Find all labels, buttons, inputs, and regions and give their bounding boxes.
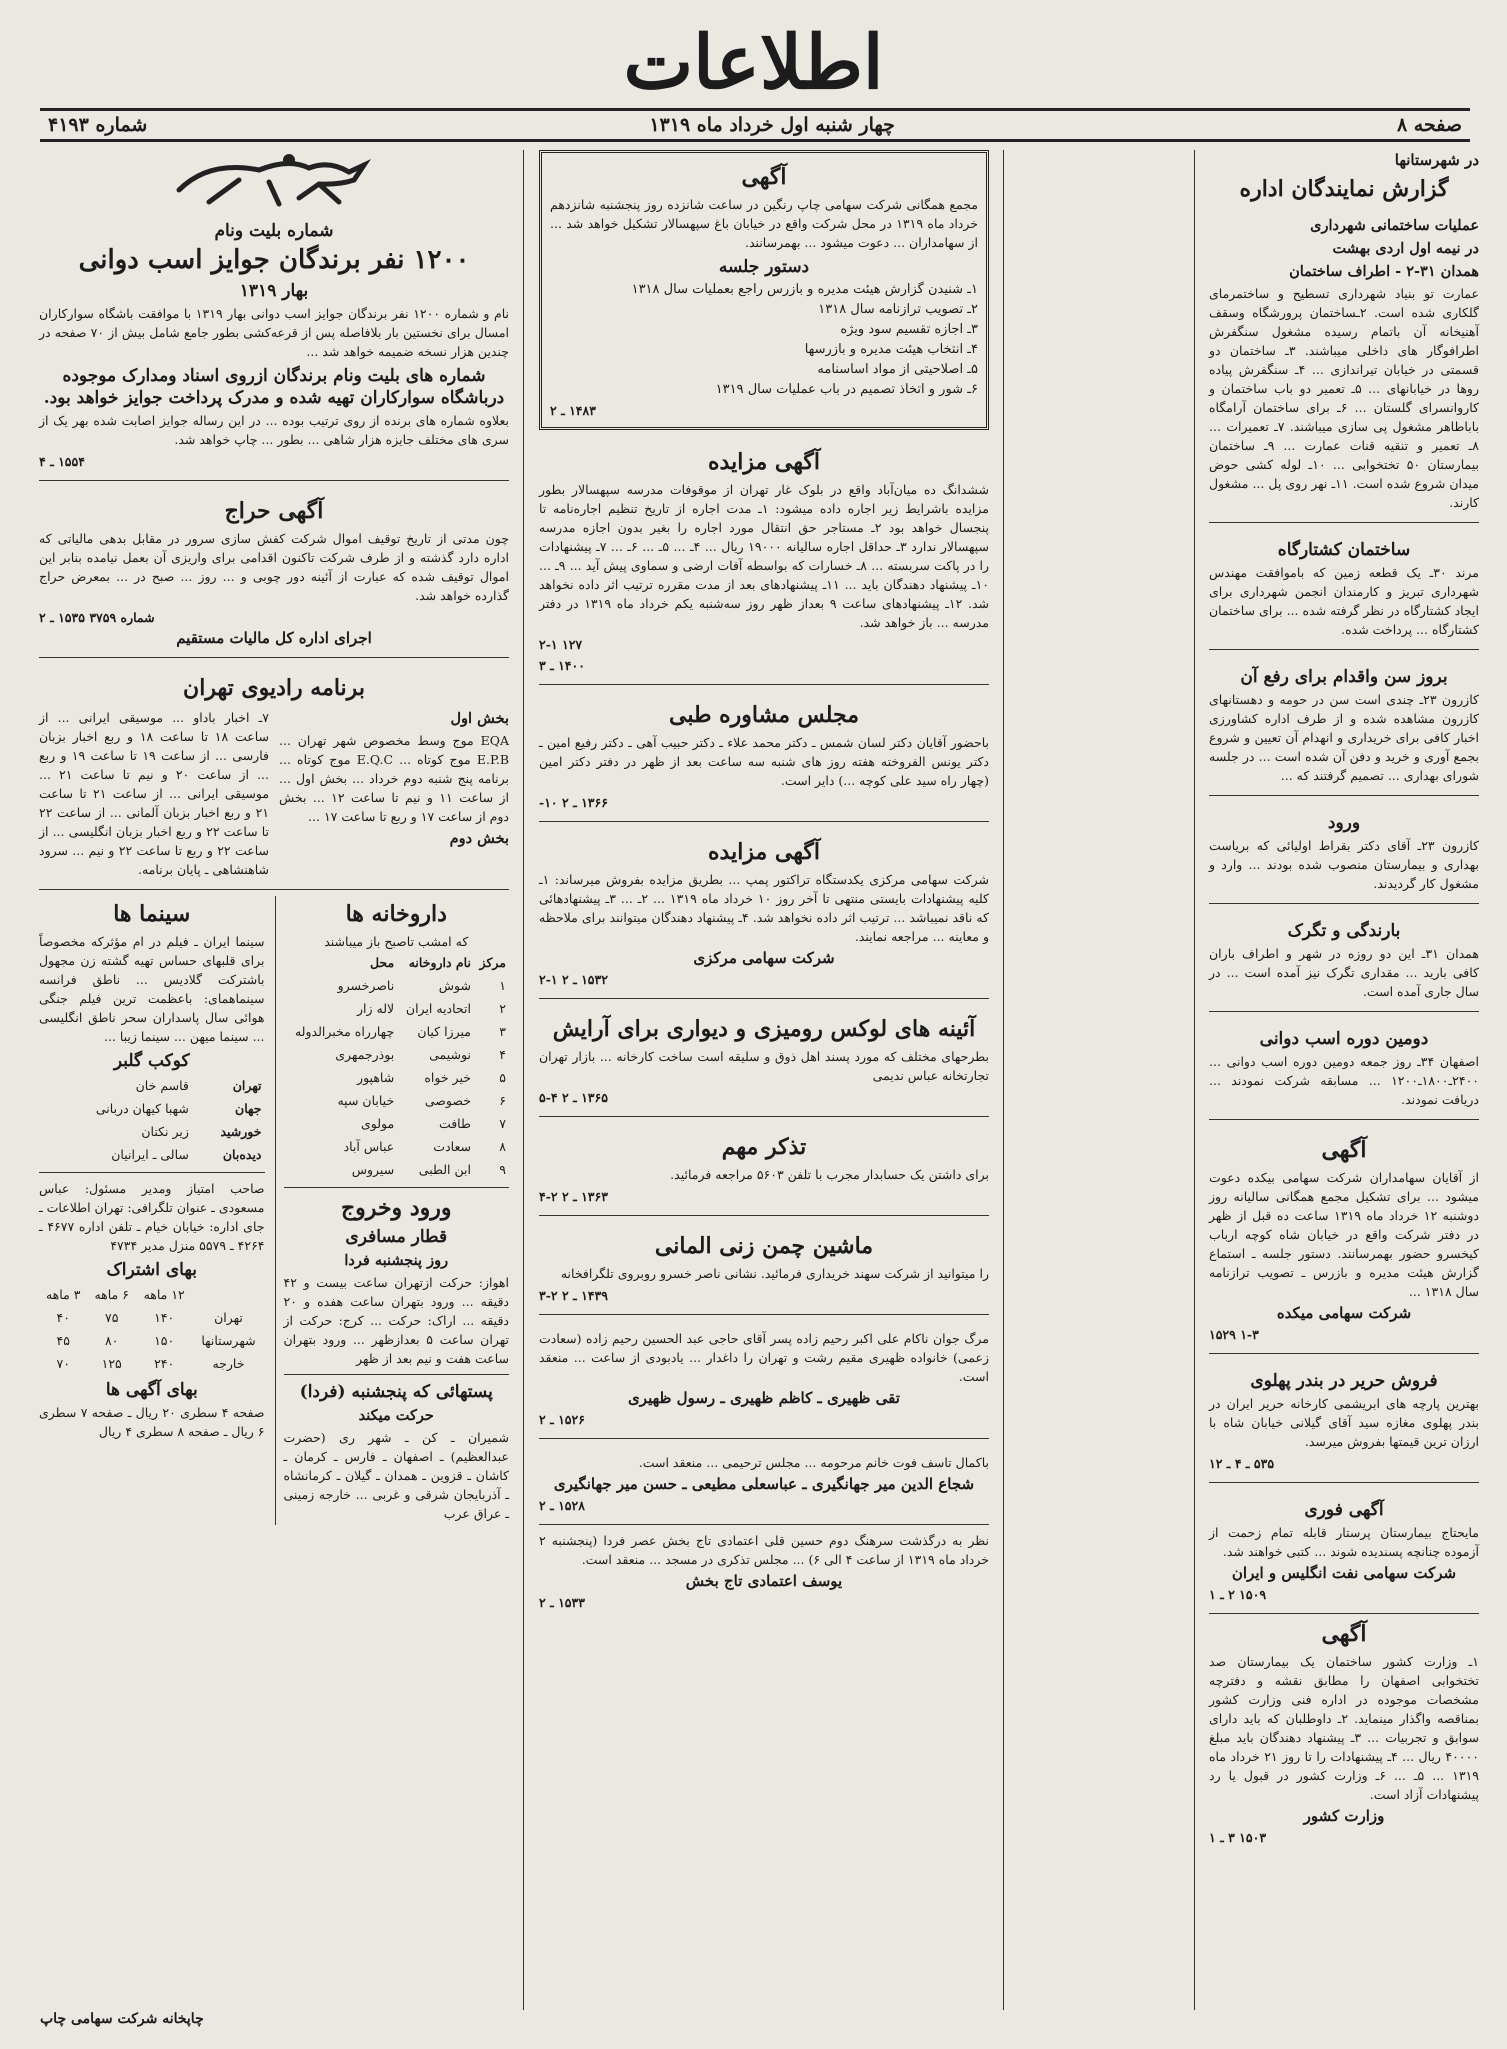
column-header: ۱۲ ماهه bbox=[143, 1287, 185, 1302]
ad-signature: شرکت سهامی نفت انگلیس و ایران bbox=[1231, 1564, 1457, 1582]
ad-signature: شرکت سهامی میکده bbox=[1276, 1304, 1412, 1322]
article-title: ورود bbox=[1327, 813, 1361, 833]
ad-title: آگهی bbox=[1321, 1621, 1367, 1647]
lottery-title: شماره بلیت ونام bbox=[214, 221, 334, 241]
cell: چهارراه مخبرالدوله bbox=[294, 1024, 395, 1039]
issue-date: چهار شنبه اول خرداد ماه ۱۳۱۹ bbox=[649, 114, 895, 136]
cell: مولوی bbox=[360, 1116, 395, 1131]
ad-body: باکمال تاسف فوت خانم مرحومه ... مجلس ترحیمی ... منعقد است. bbox=[638, 1455, 989, 1470]
table-row bbox=[284, 1112, 510, 1135]
cell: ۱۲۵ bbox=[101, 1356, 122, 1371]
cell: ۷۰ bbox=[56, 1356, 70, 1371]
agenda-item: ۱ـ شنیدن گزارش هیئت مدیره و بازرس راجع بعملیات سال ۱۳۱۸ bbox=[631, 282, 978, 297]
ad-auction-shoes bbox=[39, 487, 509, 658]
table-row bbox=[284, 974, 510, 997]
newspaper-title: اطلاعات bbox=[623, 20, 884, 106]
article-title: بارندگی و تگرک bbox=[1287, 921, 1401, 941]
cell: ۵ bbox=[499, 1070, 506, 1085]
agenda-item: ۴ـ انتخاب هیئت مدیره و بازرسها bbox=[804, 342, 978, 357]
divider bbox=[39, 1172, 265, 1173]
subscription-title: بهای اشتراک bbox=[106, 1260, 197, 1280]
ad-silk-sale bbox=[1209, 1360, 1479, 1483]
cell: خصوصی bbox=[424, 1093, 471, 1108]
ad-title: آگهی مزایده bbox=[708, 839, 820, 865]
ad-signature: شجاع الدین میر جهانگیری ـ عباسعلی مطیعی ـ حسن میر جهانگیری bbox=[553, 1475, 975, 1493]
ad-body: ششدانگ ده میان‌آباد واقع در بلوک غار تهران از موقوفات مدرسه سپهسالار بطور مزایده باشرایط زیر اجاره داده میشود: ۱ـ مدت اجاره از تاریخ تنظیم اجاره‌نامه تا پنجسال خواهد بود ۲ـ مستاجر حق انتقال مورد اجاره را بغیر بدون اجازه مدرسه سپهسالار ندارد ۳ـ حداقل اجاره سالیانه ۱۹۰۰۰ ریال ... ۴ـ ... ۵ـ ... ۶ـ ... ۷ـ پیشنهادات را در پاکت سربسته ... ۸ـ خسارات که بواسطه آفات ارضی و سماوی پیش آید ... ۹ـ ... ۱۰ـ پیشنهاد دهندگان باید ... ۱۱ـ پیشنهادهای بعد از مدت مقرره ترتیب اثر داده نخواهد شد. ۱۲ـ پیشنهادهای ساعت ۹ بعداز ظهر روز سه‌شنبه یکم خرداد ماه ۱۳۱۹ در دفتر مدرسه ... باز خواهد شد. bbox=[539, 482, 990, 630]
train-day: روز پنجشنبه فردا bbox=[344, 1252, 449, 1269]
table-row bbox=[39, 1120, 265, 1143]
ad-title: ماشین چمن زنی المانی bbox=[654, 1233, 874, 1259]
issue-number: شماره ۴۱۹۳ bbox=[48, 114, 148, 136]
lottery-headline: ۱۲۰۰ نفر برندگان جوایز اسب دوانی bbox=[78, 245, 470, 275]
ad-ref: ۱۴۸۳ ـ ۲ bbox=[550, 403, 596, 418]
article-municipal bbox=[1209, 207, 1479, 523]
ad-body: شرکت سهامی مرکزی یکدستگاه تراکتور پمپ ... بطریق مزایده بفروش میرساند: ۱ـ کلیه پیشنهادات بایستی منتهی تا آخر روز ۱۰ خرداد ماه ۱۳۱۹ ... ۲ـ ... ۳ـ پیشنهادهائی که ناقد نمیباشد ... ترتیب اثر داده نخواهد شد. ۴ـ پیشنهاد دهندگان میتوانند برای ملاحظه و معاینه ... مراجعه نمایند. bbox=[539, 872, 990, 944]
ad-body: باحضور آقایان دکتر لسان شمس ـ دکتر محمد علاء ـ دکتر حبیب آهی ـ دکتر رفیع امین ـ دکتر یونس الفروخته هفته روز های شنبه سه ساعت بعد از ظهر در دفتر دکتر امین (چهار راه سید علی کوچه ...) دایر است. bbox=[539, 735, 989, 788]
radio-program bbox=[39, 664, 509, 890]
ad-auction-tractor bbox=[539, 828, 989, 999]
ad-ref: ۱۵۲۸ ـ ۲ bbox=[539, 1498, 585, 1513]
cell: ۶ bbox=[499, 1093, 506, 1108]
column-rule bbox=[1194, 150, 1195, 2010]
ad-ref: ۱۴۰۰ ـ ۳ bbox=[539, 658, 585, 673]
cinema-body: سینما ایران ـ فیلم در ام مؤثرکه مخصوصاً برای قلبهای حساس تهیه گشته زن مجهول باشترکت گلادیس ... ناطق فرانسه سینماهمای: باعظمت ترین فیلم جنگی هوائی سال پاسداران سحر ناطق انگلیسی ... سینما میهن ... سینما زیبا ... bbox=[39, 934, 265, 1044]
ad-meeting-maykadeh bbox=[1209, 1126, 1479, 1354]
ad-ref: ۱۵۰۳ ۳ ـ ۱ bbox=[1209, 1830, 1267, 1845]
cell: ۲۴۰ bbox=[154, 1356, 175, 1371]
article-pest bbox=[1209, 656, 1479, 796]
ad-ref: ۵۳۵ ـ ۴ ـ ۱۲ bbox=[1209, 1456, 1275, 1471]
cell: ۸۰ bbox=[104, 1333, 119, 1348]
ad-title: آگهی bbox=[1321, 1137, 1367, 1163]
article-rain bbox=[1209, 910, 1479, 1012]
cell: سعادت bbox=[433, 1139, 471, 1154]
horse-race-icon bbox=[149, 150, 399, 210]
column-ads bbox=[529, 150, 999, 2010]
table-header bbox=[39, 1283, 265, 1306]
train-body: اهواز: حرکت ازتهران ساعت بیست و ۴۲ دقیقه ... ورود بتهران ساعت هفده و ۲۰ دقیقه ... اراک: حرکت ... کرج: حرکت از تهران ساعت ۵ بعدازظهر ... ورود بتهران ساعت هفت و نیم بعد از ظهر bbox=[283, 1275, 509, 1366]
article-slaughterhouse bbox=[1209, 529, 1479, 650]
bottom-split bbox=[39, 896, 509, 1525]
cell: خورشید bbox=[220, 1124, 262, 1139]
section-label: در شهرستانها bbox=[1394, 151, 1479, 169]
page-number: صفحه ۸ bbox=[1396, 114, 1462, 136]
cell: لاله زار bbox=[357, 1001, 395, 1016]
ad-signature: یوسف اعتمادی تاج بخش bbox=[685, 1572, 843, 1590]
ad-body: مرگ جوان ناکام علی اکبر رحیم زاده پسر آقای حاجی عبد الحسین رحیم زاده (سعادت زعمی) خانواده ظهیری مقیم رشت و تهران را داغدار ... یادبودی از ساعت ... منعقد است. bbox=[539, 1331, 989, 1384]
ad-title: آئینه های لوکس رومیزی و دیواری برای آرایش bbox=[552, 1016, 976, 1042]
article-title: عملیات ساختمانی شهرداری bbox=[1310, 217, 1479, 234]
post-subtitle: حرکت میکند bbox=[358, 1407, 434, 1424]
headline-reports: گزارش نمایندگان اداره bbox=[1239, 176, 1449, 202]
radio-body: EQA موج وسط مخصوص شهر تهران ... E.P.B موج کوتاه ... E.Q.C موج کوتاه ... برنامه پنج شنبه دوم خرداد ... بخش اول ... از ساعت ۱۱ و نیم تا ساعت ۱۲ ... بخش دوم از ساعت ۱۷ و ربع تا ساعت ۱۷ ... bbox=[279, 733, 510, 824]
cell: ناصرخسرو bbox=[337, 978, 395, 993]
column-header: نام داروخانه bbox=[408, 955, 471, 970]
ad-title: آگهی حراج bbox=[224, 498, 324, 524]
article-title: بروز سن واقدام برای رفع آن bbox=[1240, 667, 1448, 687]
table-row bbox=[284, 1089, 510, 1112]
cell: خیر خواه bbox=[424, 1070, 471, 1085]
cell: نوشیمی bbox=[429, 1047, 471, 1062]
radio-right-col bbox=[279, 706, 509, 881]
ad-body: از آقایان سهامداران شرکت سهامی بیکده دعوت میشود ... برای تشکیل مجمع همگانی سالیانه روز دوشنبه ۱۲ خرداد ماه ۱۳۱۹ ساعت ده قبل از ظهر در دفتر شرکت واقع در خیابان شاه کوچه ارباب کیخسرو حضور بهمرسانند. دستور جلسه ـ استماع گزارش هیئت مدیره و بازرس ـ تصویب ترازنامه سال ۱۳۱۸ ... bbox=[1209, 1170, 1480, 1299]
article-title: دومین دوره اسب دوانی bbox=[1259, 1029, 1429, 1049]
column-rule bbox=[523, 150, 524, 2010]
imprint: صاحب امتیاز ومدیر مسئول: عباس مسعودی ـ عنوان تلگرافی: تهران اطلاعات ـ جای اداره: خیابان خیام ـ تلفن اداره ۴۶۷۷ ـ ۴۲۶۴ ـ ۵۵۷۹ منزل مدیر ۴۷۳۴ bbox=[39, 1181, 265, 1253]
ad-title: مجلس مشاوره طبی bbox=[668, 702, 859, 728]
article-subtitle: در نیمه اول اردی بهشت bbox=[1332, 240, 1479, 257]
cell: ۳ bbox=[499, 1024, 506, 1039]
lottery-season: بهار ۱۳۱۹ bbox=[239, 281, 309, 301]
cell: خارجه bbox=[212, 1356, 245, 1371]
ad-ref: ۱۵۵۴ ـ ۴ bbox=[39, 454, 85, 469]
article-body: عمارت تو بنیاد شهرداری تسطیح و ساختمرمای گلکاری شده است. ۲ـساختمان پرورشگاه وسقف آهنیخانه آن باتمام رسیده مشغول سنگفرش اطرافوگار های داخلی میباشند. ۳ـ ساختمان دو قسمتی در خیابان تیراندازی ... ۴ـ سنگفرش پیاده روها در خیابانهای ... ۵ـ تعمیر دو باب ساختمان و کاروانسرای گلستان ... ۶ـ برای ساختمان آرامگاه باباطاهر مشغول پی سازی میباشند. ۷ـ تعمیرات ... ۸ـ تعمیر و تنقیه قنات عمارت ... ۹ـ ساختمان بیمارستان ۵۰ تختخوابی ... ۱۰ـ لوله کشی حوض میدان شروع شده است. ۱۱ـ نهر روی پل ... مشغول کارند. bbox=[1209, 286, 1480, 510]
radio-subheading: بخش اول bbox=[450, 710, 509, 727]
ad-ref: ۱۵۳۲ ـ ۲ ۱-۲ bbox=[539, 972, 608, 987]
ad-lawnmower bbox=[539, 1222, 989, 1315]
article-body: اصفهان ۳۴ـ روز جمعه دومین دوره اسب دوانی ... ۲۴۰۰ـ۱۸۰۰ـ۱۲۰۰ ... مسابقه شرکت نمودند ... دریافت نمودند. bbox=[1209, 1054, 1479, 1107]
lottery-subheading: شماره های بلیت ونام برندگان ازروی اسناد ومدارک موجوده درباشگاه سوارکاران تهیه شده و مدرک پرداخت جوایز خواهد بود. bbox=[43, 366, 505, 408]
divider bbox=[284, 1374, 510, 1375]
cell: ۲ bbox=[499, 1001, 506, 1016]
article-horserace bbox=[1209, 1018, 1479, 1120]
ad-ref: ۱۵۰۹ ۲ ـ ۱ bbox=[1209, 1587, 1267, 1602]
ad-body: نظر به درگذشت سرهنگ دوم حسین قلی اعتمادی تاج بخش عصر فردا (پنجشنبه ۲ خرداد ماه ۱۳۱۹ از ساعت ۴ الی ۶) ... مجلس تذکری در مسجد ... منعقد است. bbox=[539, 1533, 989, 1567]
ad-ref: ۱۳۶۳ ـ ۲ ۲-۴ bbox=[539, 1189, 608, 1204]
weather-title: کوکب گلبر bbox=[113, 1051, 190, 1071]
radio-body: ۷ـ اخبار باداو ... موسیقی ایرانی ... از ساعت ۱۸ تا ساعت ۱۸ و ربع اخبار بزبان فارسی ... از ساعت ۱۹ تا ساعت ۱۹ و ربع ... از ساعت ۲۰ و نیم تا ساعت ۲۱ ... موسیقی ایرانی ... از ساعت ۲۱ تا ساعت ۲۱ و ربع اخبار بزبان آلمانی ... از ساعت ۲۲ تا ساعت ۲۲ و ربع اخبار بزبان انگلیسی ... از ساعت ۲۲ و ربع تا ساعت ۲۲ و نیم ... سرود شاهنشاهی ـ پایان برنامه. bbox=[39, 710, 270, 877]
ad-auction-lease bbox=[539, 438, 989, 685]
ad-medical-council bbox=[539, 691, 989, 822]
ad-body: ۱ـ وزارت کشور ساختمان یک بیمارستان صد تختخوابی اصفهان را مطابق نقشه و دفترچه مشخصات موجوده در اداره فنی وزارت کشور بمناقصه واگذار مینماید. ۲ـ داوطلبان که باید دارای سوابق و تجربیات ... ۳ـ پیشنهاد دهندگان باید مبلغ ۴۰۰۰۰ ریال ... ۴ـ پیشنهادات را تا روز ۲۱ خرداد ماه ۱۳۱۹ ... ۵ـ ... ۶ـ وزارت کشور در قبول یا رد پیشنهادات آزاد است. bbox=[1209, 1654, 1480, 1802]
cell: دیده‌بان bbox=[222, 1147, 262, 1162]
table-row bbox=[284, 1158, 510, 1181]
ad-ref: ۱۵۳۳ ـ ۲ bbox=[539, 1595, 585, 1610]
cell: اتحادیه ایران bbox=[405, 1001, 471, 1016]
ad-ref: ۱-۳ ۱۵۲۹ bbox=[1209, 1327, 1259, 1342]
table-row bbox=[39, 1074, 265, 1097]
cell: ۷۵ bbox=[104, 1310, 119, 1325]
ad-body: بهترین پارچه های ابریشمی کارخانه حریر ایران در بندر پهلوی مغازه سید آقای گیلانی خیابان شاه با ارزان ترین قیمتها بفروش میرسد. bbox=[1209, 1396, 1479, 1449]
cell: جهان bbox=[235, 1101, 262, 1116]
post-title: پستهائی که پنجشنبه (فردا) bbox=[299, 1382, 493, 1402]
agenda-item: ۲ـ تصویب ترازنامه سال ۱۳۱۸ bbox=[818, 302, 978, 317]
pharmacy-intro: که امشب تاصبح باز میباشند bbox=[324, 934, 469, 949]
ad-signature: شرکت سهامی مرکزی bbox=[693, 949, 835, 967]
ad-important-notice bbox=[539, 1123, 989, 1216]
ad-prices-body: صفحه ۴ سطری ۲۰ ریال ـ صفحه ۷ سطری ۶ ریال ـ صفحه ۸ سطری ۴ ریال bbox=[39, 1405, 265, 1439]
cell: شوش bbox=[438, 978, 471, 993]
ad-body: بطرحهای مختلف که مورد پسند اهل ذوق و سلیقه است ساخت کارخانه ... بازار تهران تجارتخانه عباس ندیمی bbox=[539, 1049, 989, 1083]
radio-columns bbox=[39, 706, 509, 881]
cell: ۱۴۰ bbox=[154, 1310, 175, 1325]
ad-ministry-tender bbox=[1209, 1620, 1479, 1848]
table-header bbox=[284, 951, 510, 974]
table-row bbox=[39, 1329, 265, 1352]
ad-body: برای داشتن یک حسابدار مجرب با تلفن ۵۶۰۳ مراجعه فرمائید. bbox=[670, 1167, 989, 1182]
table-row bbox=[284, 1043, 510, 1066]
article-body: مرند ۳۰ـ یک قطعه زمین که باموافقت مهندس شهرداری تبریز و کارمندان انجمن شهرداری برای ایجاد کشتارگاه در نظر گرفته شده ... برای ساختمان کشتارگاه ... پرداخت شده. bbox=[1209, 565, 1479, 637]
ad-signature: تقی ظهیری ـ کاظم ظهیری ـ رسول ظهیری bbox=[628, 1389, 900, 1407]
ad-title: تذکر مهم bbox=[721, 1134, 807, 1160]
printer-credit: چاپخانه شرکت سهامی چاپ bbox=[40, 2011, 204, 2027]
radio-left-col bbox=[39, 706, 269, 881]
column-continued bbox=[1009, 150, 1189, 2010]
article-body: کازرون ۲۳ـ آقای دکتر بقراط اولیائی که بریاست بهداری و بیمارستان منصوب شده بودند ... وارد و مشغول کار گردیدند. bbox=[1209, 838, 1479, 891]
ad-body: را میتوانید از شرکت سهند خریداری فرمائید. نشانی ناصر خسرو روبروی تلگرافخانه bbox=[560, 1266, 989, 1281]
cell: بوذرجمهری bbox=[335, 1047, 395, 1062]
cell: میرزا کیان bbox=[417, 1024, 471, 1039]
ad-title: فروش حریر در بندر پهلوی bbox=[1250, 1371, 1438, 1391]
ad-obituary-mirjahangiri bbox=[539, 1445, 989, 1525]
agenda-item: ۶ـ شور و اتخاذ تصمیم در باب عملیات سال ۱۳۱۹ bbox=[715, 382, 978, 397]
table-row bbox=[39, 1352, 265, 1375]
column-header: مرکز bbox=[479, 955, 506, 970]
table-row bbox=[284, 1135, 510, 1158]
masthead bbox=[0, 18, 1507, 108]
agenda-title: دستور جلسه bbox=[718, 257, 810, 277]
cinema-weather-subs bbox=[39, 896, 265, 1525]
column-header: ۳ ماهه bbox=[45, 1287, 81, 1302]
cell: خیابان سپه bbox=[337, 1093, 395, 1108]
ad-prices-title: بهای آگهی ها bbox=[105, 1380, 198, 1400]
cell bbox=[192, 1283, 264, 1306]
lottery-announcement bbox=[39, 210, 509, 481]
table-row bbox=[284, 1020, 510, 1043]
pharmacy-train-post bbox=[275, 896, 510, 1525]
cell: ۴ bbox=[499, 1047, 506, 1062]
article-body: کازرون ۲۳ـ چندی است سن در حومه و دهستانهای کازرون مشاهده شده و از طرف اداره کشاورزی اخبار کافی برای خریداری و انهدام آن تعیین و شروع بجمع آوری و خرید و دفن آن شده است ... در جلسه شورای بهداری ... تصمیم گرفتند که ... bbox=[1209, 692, 1479, 783]
train-title: ورود وخروج bbox=[340, 1195, 452, 1221]
table-row bbox=[39, 1097, 265, 1120]
cell: ابن الطبی bbox=[418, 1162, 471, 1177]
column-header: محل bbox=[369, 955, 395, 970]
ad-print-company-meeting bbox=[539, 150, 989, 430]
lottery-body: بعلاوه شماره های برنده از روی ترتیب بوده ... در این رساله جوایز اصابت شده بهر یک از سری های مختلف جایزه هزار شاهی ... بطور ... چاپ خواهد شد. bbox=[39, 413, 509, 447]
cell: ۴۰ bbox=[56, 1310, 70, 1325]
agenda-item: ۳ـ اجازه تقسیم سود ویژه bbox=[840, 322, 978, 337]
article-body: همدان ۳۱ـ این دو روزه در شهر و اطراف باران کافی بارید ... مقداری تگرک نیز آمده است ... در سال جاری آمده است. bbox=[1209, 946, 1479, 999]
ad-ref: ۱۲۷ ۲-۱ bbox=[539, 637, 583, 652]
column-rule bbox=[1003, 150, 1004, 2010]
article-lead: همدان ۳۱-۲ - اطراف ساختمان bbox=[1289, 263, 1479, 280]
cell: زیر نکتان bbox=[141, 1124, 189, 1139]
weather-table bbox=[39, 1074, 265, 1166]
ad-urgent bbox=[1209, 1489, 1479, 1614]
column-header: ۶ ماهه bbox=[94, 1287, 129, 1302]
ad-body: مایحتاج بیمارستان پرستار قابله تمام زحمت از آزموده چنانچه پسندیده شوند ... کتبی خواهند شد. bbox=[1209, 1525, 1479, 1559]
agenda-item: ۵ـ اصلاحیتی از مواد اساسنامه bbox=[817, 362, 978, 377]
ad-title: آگهی مزایده bbox=[708, 449, 820, 475]
cell: تهران bbox=[232, 1078, 262, 1093]
cell: شهبا کیهان دربانی bbox=[95, 1101, 189, 1116]
lottery-body: نام و شماره ۱۲۰۰ نفر برندگان جوایز اسب دوانی بهار ۱۳۱۹ با موافقت باشگاه سوارکاران امسال برای نخستین بار بلافاصله پس از قرعه‌کشی بطور جامع شامل بیش از ۷۰ صفحه در چندین هزار نسخه ضمیمه خواهد شد ... bbox=[39, 306, 510, 359]
cell: ۱ bbox=[499, 978, 506, 993]
column-left bbox=[29, 150, 519, 2010]
ad-ref: ۱۵۲۶ ـ ۲ bbox=[539, 1412, 585, 1427]
radio-title: برنامه رادیوی تهران bbox=[183, 675, 365, 701]
agenda-list bbox=[550, 280, 978, 400]
cell: طافت bbox=[438, 1116, 471, 1131]
cell: ۷ bbox=[499, 1116, 506, 1131]
cell: ۴۵ bbox=[56, 1333, 70, 1348]
cell: تهران bbox=[214, 1310, 243, 1325]
divider bbox=[284, 1187, 510, 1188]
cell: سالی ـ ایرانیان bbox=[111, 1147, 189, 1162]
table-row bbox=[284, 1066, 510, 1089]
cell: شهرستانها bbox=[201, 1333, 256, 1348]
subscription-table bbox=[39, 1283, 265, 1375]
ad-signature: اجرای اداره کل مالیات مستقیم bbox=[176, 629, 372, 647]
ad-ref: ۱۳۶۶ ـ ۲ ۱۰- bbox=[539, 795, 608, 810]
cell: قاسم خان bbox=[135, 1078, 189, 1093]
table-row bbox=[284, 997, 510, 1020]
train-subtitle: قطار مسافری bbox=[345, 1227, 448, 1247]
cinema-title: سینما ها bbox=[113, 901, 191, 927]
ad-mirrors bbox=[539, 1005, 989, 1117]
dateline-bar bbox=[40, 108, 1470, 142]
cell: شاهپور bbox=[357, 1070, 395, 1085]
pharmacy-table bbox=[284, 951, 510, 1181]
cell: ۸ bbox=[499, 1139, 506, 1154]
ad-ref: ۱۴۳۹ ـ ۲ ۲-۳ bbox=[539, 1288, 608, 1303]
pharmacy-title: داروخانه ها bbox=[345, 901, 447, 927]
article-arrival bbox=[1209, 802, 1479, 904]
table-row bbox=[39, 1143, 265, 1166]
ad-obituary-zahiri bbox=[539, 1321, 989, 1439]
ad-title: آگهی فوری bbox=[1304, 1500, 1384, 1520]
cell: ۱۵۰ bbox=[154, 1333, 175, 1348]
ad-body: مجمع همگانی شرکت سهامی چاپ رنگین در ساعت شانزده روز پنجشنبه شانزدهم خرداد ماه ۱۳۱۹ در محل شرکت واقع در خیابان باغ سپهسالار تشکیل خواهد شد ... از سهامداران ... دعوت میشود ... بهمرسانند. bbox=[550, 197, 979, 250]
table-row bbox=[39, 1306, 265, 1329]
ad-ref: ۱۳۶۵ ـ ۲ ۴-۵ bbox=[539, 1090, 608, 1105]
ad-ref: شماره ۳۷۵۹ ۱۵۳۵ ـ ۲ bbox=[39, 610, 155, 625]
ad-signature: وزارت کشور bbox=[1303, 1807, 1385, 1825]
article-title: ساختمان کشتارگاه bbox=[1277, 540, 1411, 560]
column-provinces bbox=[1199, 150, 1489, 2010]
ad-title: آگهی bbox=[741, 164, 787, 190]
post-body: شمیران ـ کن ـ شهر ری (حضرت عبدالعظیم) ـ اصفهان ـ فارس ـ کرمان ـ کاشان ـ قزوین ـ همدان ـ گیلان ـ کرمانشاه ـ آذربایجان شرقی و غربی ... خارجه زمینی ـ عراق عرب bbox=[283, 1430, 509, 1521]
cell: عباس آباد bbox=[343, 1139, 395, 1154]
cell: سیروس bbox=[351, 1162, 395, 1177]
cell: ۹ bbox=[499, 1162, 506, 1177]
ad-body: چون مدتی از تاریخ توقیف اموال شرکت کفش سازی سرور در مقابل بدهی مالیاتی که اداره دارد گذشته و از طرف شرکت تاکنون اقدامی برای واریزی آن بعمل نیامده بنابر این اموال توقیف شده که عبارت از آئینه دور چوبی و ... روز ... صبح در ... بمعرض حراج گذارده خواهد شد. bbox=[39, 531, 509, 603]
radio-subheading: بخش دوم bbox=[449, 830, 509, 847]
ad-obituary-etemadi bbox=[539, 1531, 989, 1613]
